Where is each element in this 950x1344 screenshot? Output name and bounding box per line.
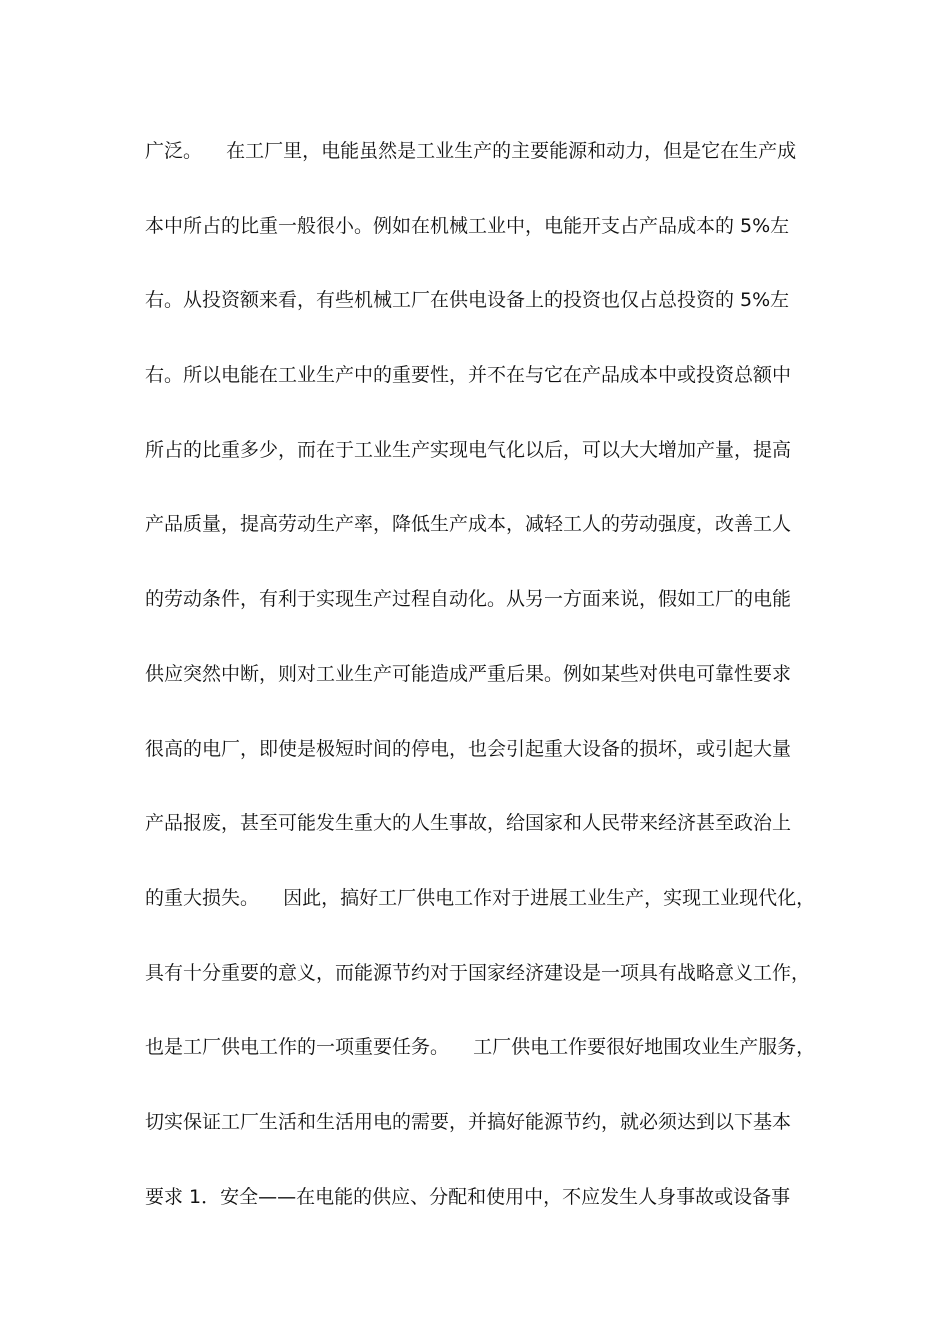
text-line-14: 切实保证工厂生活和生活用电的需要，并搞好能源节约，就必须达到以下基本 bbox=[145, 1110, 792, 1133]
text-line-6: 产品质量，提高劳动生产率，降低生产成本，减轻工人的劳动强度，改善工人 bbox=[145, 513, 792, 536]
text-line-3: 右。从投资额来看，有些机械工厂在供电设备上的投资也仅占总投资的 5%左 bbox=[145, 289, 790, 312]
text-line-12: 具有十分重要的意义，而能源节约对于国家经济建设是一项具有战略意义工作， bbox=[145, 961, 811, 984]
text-line-11: 的重大损失。 因此，搞好工厂供电工作对于进展工业生产，实现工业现代化， bbox=[145, 886, 816, 909]
text-line-5: 所占的比重多少，而在于工业生产实现电气化以后，可以大大增加产量，提高 bbox=[145, 438, 792, 461]
text-line-9: 很高的电厂，即使是极短时间的停电，也会引起重大设备的损坏，或引起大量 bbox=[145, 737, 792, 760]
text-line-10: 产品报废，甚至可能发生重大的人生事故，给国家和人民带来经济甚至政治上 bbox=[145, 812, 792, 835]
text-line-2: 本中所占的比重一般很小。例如在机械工业中，电能开支占产品成本的 5%左 bbox=[145, 214, 790, 237]
body-text bbox=[145, 130, 821, 1250]
text-line-13: 也是工厂供电工作的一项重要任务。 工厂供电工作要很好地围攻业生产服务， bbox=[145, 1036, 816, 1059]
text-line-15: 要求 1．安全——在电能的供应、分配和使用中，不应发生人身事故或设备事 bbox=[145, 1185, 791, 1208]
text-line-8: 供应突然中断，则对工业生产可能造成严重后果。例如某些对供电可靠性要求 bbox=[145, 662, 792, 685]
text-line-4: 右。所以电能在工业生产中的重要性，并不在与它在产品成本中或投资总额中 bbox=[145, 364, 792, 387]
text-line-1: 广泛。 在工厂里，电能虽然是工业生产的主要能源和动力，但是它在生产成 bbox=[145, 140, 797, 162]
text-line-7: 的劳动条件，有利于实现生产过程自动化。从另一方面来说，假如工厂的电能 bbox=[145, 588, 792, 611]
